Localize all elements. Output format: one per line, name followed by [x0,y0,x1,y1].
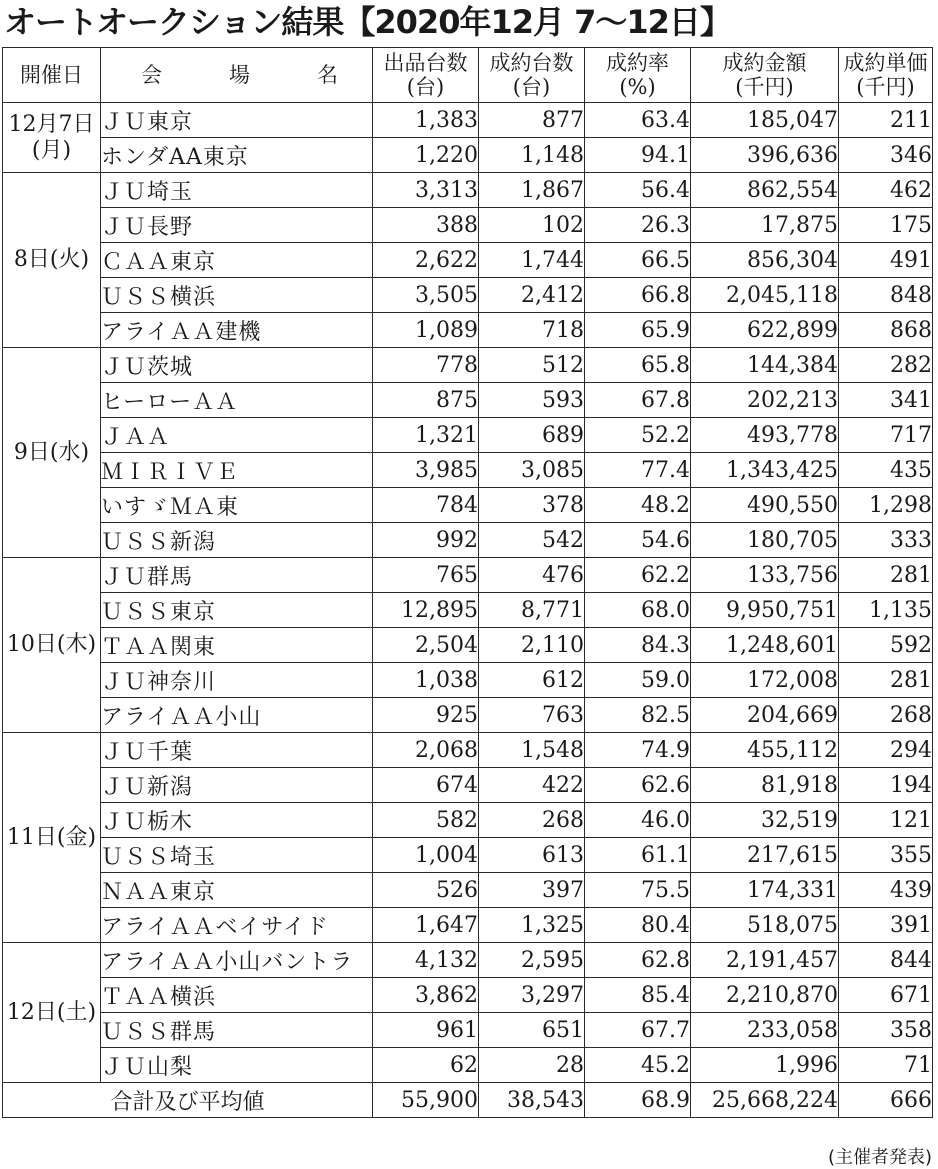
total-rate: 68.9 [585,1083,691,1118]
table-row [3,803,933,838]
sold-count: 877 [479,103,585,138]
sold-amount: 174,331 [691,873,839,908]
table-row [3,628,933,663]
total-amount: 25,668,224 [691,1083,839,1118]
sold-amount: 493,778 [691,418,839,453]
listed-count: 992 [373,523,479,558]
session-date [3,103,101,173]
table-row [3,733,933,768]
sold-amount: 9,950,751 [691,593,839,628]
venue-name: ＪＵ千葉 [101,733,373,768]
table-row [3,138,933,173]
venue-name: ＪＵ山梨 [101,1048,373,1083]
listed-count: 1,038 [373,663,479,698]
auction-results-table [2,47,933,1118]
success-rate: 74.9 [585,733,691,768]
table-row [3,838,933,873]
unit-price: 121 [839,803,933,838]
unit-price: 439 [839,873,933,908]
venue-name: アライＡＡ小山 [101,698,373,733]
header-venue [101,48,373,103]
sold-count: 689 [479,418,585,453]
sold-amount: 172,008 [691,663,839,698]
header-row [3,48,933,103]
unit-price: 333 [839,523,933,558]
sold-count: 28 [479,1048,585,1083]
success-rate: 63.4 [585,103,691,138]
sold-count: 593 [479,383,585,418]
sold-amount: 622,899 [691,313,839,348]
table-row [3,173,933,208]
listed-count: 961 [373,1013,479,1048]
venue-name: ＪＵ東京 [101,103,373,138]
table-row [3,663,933,698]
success-rate: 54.6 [585,523,691,558]
table-row [3,418,933,453]
header-rate-label: 成約率 [606,51,669,75]
table-row [3,978,933,1013]
success-rate: 46.0 [585,803,691,838]
success-rate: 66.8 [585,278,691,313]
session-date [3,943,101,1083]
sold-amount: 2,210,870 [691,978,839,1013]
unit-price: 848 [839,278,933,313]
header-listed [373,48,479,103]
venue-name: ＪＵ群馬 [101,558,373,593]
total-listed: 55,900 [373,1083,479,1118]
header-unit-price-label: 成約単価 [843,51,928,75]
unit-price: 211 [839,103,933,138]
venue-name: ＵＳＳ横浜 [101,278,373,313]
sold-count: 102 [479,208,585,243]
sold-count: 1,325 [479,908,585,943]
session-date-line: 9日(水) [13,439,90,465]
listed-count: 2,504 [373,628,479,663]
venue-name: ＪＵ神奈川 [101,663,373,698]
listed-count: 2,622 [373,243,479,278]
success-rate: 62.6 [585,768,691,803]
listed-count: 62 [373,1048,479,1083]
header-venue-char: 名 [317,63,338,87]
sold-amount: 233,058 [691,1013,839,1048]
venue-name: ＪＵ長野 [101,208,373,243]
header-amount-unit: (千円) [735,75,794,99]
venue-name: ＪＡＡ [101,418,373,453]
venue-name: ＪＵ新潟 [101,768,373,803]
table-row [3,243,933,278]
listed-count: 582 [373,803,479,838]
sold-count: 612 [479,663,585,698]
sold-amount: 2,045,118 [691,278,839,313]
session-date [3,558,101,733]
session-date-line: 12日(土) [6,999,97,1025]
sold-count: 542 [479,523,585,558]
venue-name: アライＡＡベイサイド [101,908,373,943]
unit-price: 844 [839,943,933,978]
header-venue-char: 場 [229,63,250,87]
sold-amount: 1,248,601 [691,628,839,663]
unit-price: 358 [839,1013,933,1048]
success-rate: 65.8 [585,348,691,383]
header-unit-price [839,48,933,103]
unit-price: 592 [839,628,933,663]
unit-price: 341 [839,383,933,418]
sold-amount: 1,996 [691,1048,839,1083]
success-rate: 65.9 [585,313,691,348]
venue-name: ＮＡＡ東京 [101,873,373,908]
sold-amount: 856,304 [691,243,839,278]
sold-count: 2,110 [479,628,585,663]
listed-count: 1,089 [373,313,479,348]
success-rate: 66.5 [585,243,691,278]
sold-count: 422 [479,768,585,803]
sold-count: 268 [479,803,585,838]
sold-amount: 862,554 [691,173,839,208]
listed-count: 765 [373,558,479,593]
sold-amount: 518,075 [691,908,839,943]
venue-name: ＵＳＳ新潟 [101,523,373,558]
success-rate: 52.2 [585,418,691,453]
sold-amount: 17,875 [691,208,839,243]
success-rate: 62.2 [585,558,691,593]
sold-count: 476 [479,558,585,593]
session-date [3,173,101,348]
header-sold-unit: (台) [512,75,551,99]
table-row [3,383,933,418]
venue-name: ＪＵ栃木 [101,803,373,838]
venue-name: アライＡＡ建機 [101,313,373,348]
header-rate [585,48,691,103]
sold-amount: 2,191,457 [691,943,839,978]
table-row [3,1013,933,1048]
unit-price: 435 [839,453,933,488]
table-row [3,873,933,908]
listed-count: 4,132 [373,943,479,978]
session-date-line: (月) [31,137,72,163]
sold-count: 1,744 [479,243,585,278]
success-rate: 26.3 [585,208,691,243]
sold-count: 378 [479,488,585,523]
table-row [3,908,933,943]
listed-count: 778 [373,348,479,383]
sold-count: 397 [479,873,585,908]
unit-price: 71 [839,1048,933,1083]
venue-name: ＵＳＳ東京 [101,593,373,628]
sold-count: 1,867 [479,173,585,208]
unit-price: 491 [839,243,933,278]
table-row [3,1048,933,1083]
success-rate: 85.4 [585,978,691,1013]
success-rate: 48.2 [585,488,691,523]
sold-amount: 396,636 [691,138,839,173]
listed-count: 3,505 [373,278,479,313]
success-rate: 68.0 [585,593,691,628]
table-row [3,278,933,313]
sold-count: 1,148 [479,138,585,173]
unit-price: 175 [839,208,933,243]
header-listed-unit: (台) [406,75,445,99]
success-rate: 45.2 [585,1048,691,1083]
table-row [3,943,933,978]
sold-amount: 202,213 [691,383,839,418]
unit-price: 1,298 [839,488,933,523]
sold-count: 512 [479,348,585,383]
table-row [3,593,933,628]
unit-price: 355 [839,838,933,873]
total-row [3,1083,933,1118]
table-row [3,768,933,803]
sold-count: 1,548 [479,733,585,768]
total-unit-price: 666 [839,1083,933,1118]
unit-price: 868 [839,313,933,348]
venue-name: アライＡＡ小山バントラ [101,943,373,978]
listed-count: 1,220 [373,138,479,173]
sold-count: 2,595 [479,943,585,978]
venue-name: ＪＵ埼玉 [101,173,373,208]
venue-name: ＭＩＲＩＶＥ [101,453,373,488]
unit-price: 462 [839,173,933,208]
sold-amount: 32,519 [691,803,839,838]
success-rate: 75.5 [585,873,691,908]
sold-amount: 144,384 [691,348,839,383]
listed-count: 3,985 [373,453,479,488]
sold-amount: 185,047 [691,103,839,138]
header-rate-unit: (%) [619,75,656,99]
sold-amount: 1,343,425 [691,453,839,488]
table-row [3,348,933,383]
unit-price: 281 [839,663,933,698]
unit-price: 294 [839,733,933,768]
session-date [3,348,101,558]
success-rate: 56.4 [585,173,691,208]
venue-name: ホンダAA東京 [101,138,373,173]
table-row [3,523,933,558]
sold-amount: 133,756 [691,558,839,593]
table-row [3,313,933,348]
total-sold: 38,543 [479,1083,585,1118]
session-date-line: 10日(木) [6,632,97,657]
header-sold-label: 成約台数 [489,51,574,75]
venue-name: ＵＳＳ埼玉 [101,838,373,873]
source-note: (主催者発表) [827,1147,932,1168]
table-row [3,558,933,593]
unit-price: 194 [839,768,933,803]
unit-price: 268 [839,698,933,733]
sold-count: 3,297 [479,978,585,1013]
sold-amount: 490,550 [691,488,839,523]
unit-price: 346 [839,138,933,173]
header-sold [479,48,585,103]
unit-price: 671 [839,978,933,1013]
sold-count: 651 [479,1013,585,1048]
listed-count: 1,004 [373,838,479,873]
listed-count: 875 [373,383,479,418]
sold-amount: 204,669 [691,698,839,733]
venue-name: ＵＳＳ群馬 [101,1013,373,1048]
success-rate: 62.8 [585,943,691,978]
listed-count: 674 [373,768,479,803]
venue-name: ヒーローＡＡ [101,383,373,418]
listed-count: 3,313 [373,173,479,208]
success-rate: 80.4 [585,908,691,943]
header-date: 開催日 [3,48,101,103]
session-date-line: 8日(火) [13,247,90,272]
header-listed-label: 出品台数 [383,51,468,75]
table-row [3,453,933,488]
header-amount [691,48,839,103]
venue-name: いすゞＭＡ東 [101,488,373,523]
sold-count: 763 [479,698,585,733]
listed-count: 2,068 [373,733,479,768]
unit-price: 391 [839,908,933,943]
page-title: オートオークション結果【2020年12月 7～12日】 [4,3,731,41]
session-date-line: 12月7日 [8,111,95,137]
success-rate: 61.1 [585,838,691,873]
table-row [3,103,933,138]
sold-count: 718 [479,313,585,348]
sold-amount: 217,615 [691,838,839,873]
venue-name: ＴＡＡ横浜 [101,978,373,1013]
session-date [3,733,101,943]
success-rate: 77.4 [585,453,691,488]
table-row [3,698,933,733]
success-rate: 82.5 [585,698,691,733]
listed-count: 784 [373,488,479,523]
header-unit-price-unit: (千円) [856,75,915,99]
total-label: 合計及び平均値 [3,1083,373,1118]
listed-count: 1,647 [373,908,479,943]
listed-count: 526 [373,873,479,908]
sold-amount: 180,705 [691,523,839,558]
listed-count: 12,895 [373,593,479,628]
listed-count: 925 [373,698,479,733]
success-rate: 67.7 [585,1013,691,1048]
unit-price: 282 [839,348,933,383]
venue-name: ＣＡＡ東京 [101,243,373,278]
venue-name: ＴＡＡ関東 [101,628,373,663]
table-row [3,208,933,243]
sold-count: 2,412 [479,278,585,313]
session-date-line: 11日(金) [6,824,97,850]
success-rate: 94.1 [585,138,691,173]
listed-count: 1,321 [373,418,479,453]
sold-count: 8,771 [479,593,585,628]
sold-amount: 455,112 [691,733,839,768]
sold-count: 613 [479,838,585,873]
header-amount-label: 成約金額 [722,51,807,75]
sold-amount: 81,918 [691,768,839,803]
listed-count: 388 [373,208,479,243]
sold-count: 3,085 [479,453,585,488]
unit-price: 281 [839,558,933,593]
listed-count: 1,383 [373,103,479,138]
venue-name: ＪＵ茨城 [101,348,373,383]
table-row [3,488,933,523]
unit-price: 717 [839,418,933,453]
unit-price: 1,135 [839,593,933,628]
listed-count: 3,862 [373,978,479,1013]
header-venue-char: 会 [141,63,162,87]
success-rate: 67.8 [585,383,691,418]
success-rate: 84.3 [585,628,691,663]
success-rate: 59.0 [585,663,691,698]
